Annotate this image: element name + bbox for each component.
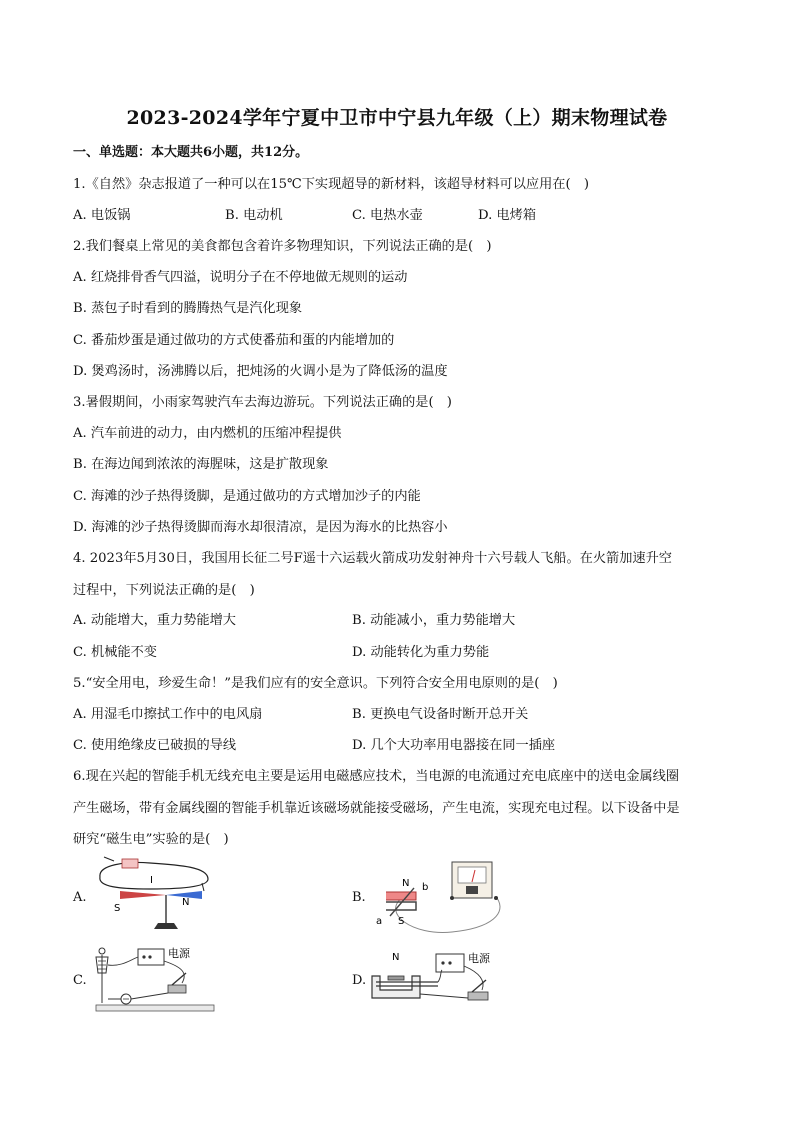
q3-option-b: B. 在海边闻到浓浓的海腥味，这是扩散现象 bbox=[73, 457, 329, 472]
figure-b-north-label: N bbox=[402, 878, 410, 889]
figure-c-electromagnet bbox=[92, 943, 222, 1018]
section-heading: 一、单选题：本大题共6小题，共12分。 bbox=[73, 145, 309, 160]
q2-option-b: B. 蒸包子时看到的腾腾热气是汽化现象 bbox=[73, 301, 303, 316]
figure-a-current-label: I bbox=[150, 875, 153, 886]
q6-option-c-letter: C. bbox=[73, 973, 87, 988]
q2-option-d: D. 煲鸡汤时，汤沸腾以后，把炖汤的火调小是为了降低汤的温度 bbox=[73, 364, 448, 379]
figure-c-power-label: 电源 bbox=[168, 947, 190, 960]
q6-option-b-letter: B. bbox=[352, 890, 366, 905]
q4-option-a: A. 动能增大，重力势能增大 bbox=[73, 613, 236, 628]
q5-option-b: B. 更换电气设备时断开总开关 bbox=[352, 707, 529, 722]
q2-option-c: C. 番茄炒蛋是通过做功的方式使番茄和蛋的内能增加的 bbox=[73, 333, 395, 348]
figure-a-north-label: N bbox=[182, 897, 190, 908]
figure-b-a-label: a bbox=[376, 916, 383, 927]
question-6-stem-line2: 产生磁场，带有金属线圈的智能手机靠近该磁场就能接受磁场，产生电流，实现充电过程。以下设备中是 bbox=[73, 801, 680, 816]
question-4-stem-line2: 过程中，下列说法正确的是( ) bbox=[73, 583, 255, 598]
q4-option-d: D. 动能转化为重力势能 bbox=[352, 645, 490, 660]
q4-option-b: B. 动能减小，重力势能增大 bbox=[352, 613, 516, 628]
q5-option-c: C. 使用绝缘皮已破损的导线 bbox=[73, 738, 237, 753]
q1-option-a: A. 电饭锅 bbox=[73, 208, 131, 223]
figure-d-power-label: 电源 bbox=[468, 952, 490, 965]
figure-b-induction bbox=[372, 858, 512, 938]
q3-option-a: A. 汽车前进的动力，由内燃机的压缩冲程提供 bbox=[73, 426, 342, 441]
q5-option-d: D. 几个大功率用电器接在同一插座 bbox=[352, 738, 556, 753]
question-3-stem: 3.暑假期间，小雨家驾驶汽车去海边游玩。下列说法正确的是( ) bbox=[73, 395, 452, 410]
question-5-stem: 5.“安全用电，珍爱生命！”是我们应有的安全意识。下列符合安全用电原则的是( ) bbox=[73, 676, 558, 691]
question-2-stem: 2.我们餐桌上常见的美食都包含着许多物理知识，下列说法正确的是( ) bbox=[73, 239, 492, 254]
q1-option-d: D. 电烤箱 bbox=[478, 208, 537, 223]
figure-b-south-label: S bbox=[398, 916, 405, 927]
q4-option-c: C. 机械能不变 bbox=[73, 645, 157, 660]
q1-option-c: C. 电热水壶 bbox=[352, 208, 423, 223]
q5-option-a: A. 用湿毛巾擦拭工作中的电风扇 bbox=[73, 707, 263, 722]
question-6-stem-line3: 研究“磁生电”实验的是( ) bbox=[73, 832, 229, 847]
q6-option-a-letter: A. bbox=[73, 890, 87, 905]
question-6-stem-line1: 6.现在兴起的智能手机无线充电主要是运用电磁感应技术，当电源的电流通过充电底座中的送电金属线圈 bbox=[73, 769, 680, 784]
q1-option-b: B. 电动机 bbox=[225, 208, 283, 223]
q6-option-d-letter: D. bbox=[352, 973, 367, 988]
q3-option-c: C. 海滩的沙子热得烫脚，是通过做功的方式增加沙子的内能 bbox=[73, 489, 421, 504]
q2-option-a: A. 红烧排骨香气四溢，说明分子在不停地做无规则的运动 bbox=[73, 270, 408, 285]
exam-title: 2023-2024学年宁夏中卫市中宁县九年级（上）期末物理试卷 bbox=[126, 107, 668, 129]
figure-a-oersted bbox=[90, 855, 220, 935]
figure-a-south-label: S bbox=[114, 903, 121, 914]
figure-b-b-label: b bbox=[422, 882, 429, 893]
question-4-stem-line1: 4. 2023年5月30日，我国用长征二号F遥十六运载火箭成功发射神舟十六号载人飞船。在火箭加速升空 bbox=[73, 551, 672, 566]
q3-option-d: D. 海滩的沙子热得烫脚而海水却很清凉，是因为海水的比热容小 bbox=[73, 520, 448, 535]
figure-d-magnet-circuit bbox=[368, 946, 508, 1018]
figure-d-north-label: N bbox=[392, 952, 400, 963]
question-1-stem: 1.《自然》杂志报道了一种可以在15℃下实现超导的新材料，该超导材料可以应用在( ) bbox=[73, 177, 589, 192]
